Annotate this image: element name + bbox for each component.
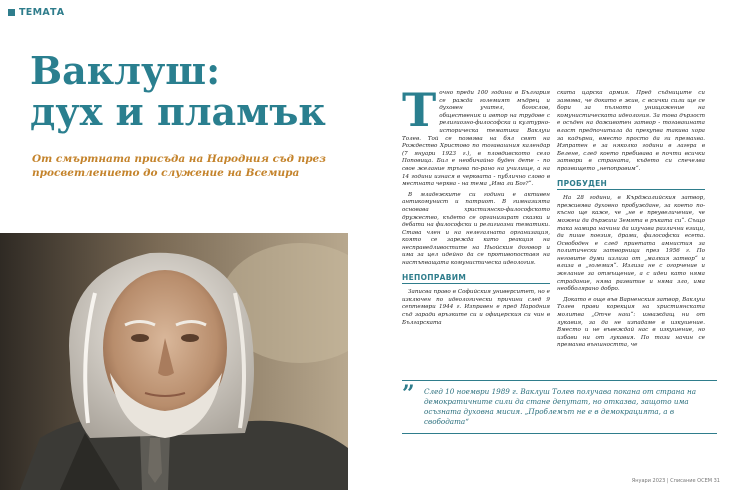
drop-cap: Т — [402, 83, 437, 137]
paragraph: Докато е още във Варненския затвор, Ваклуш Толев прави корекция на християнската молитва „Отче наш“: изваждащ ни от лукавия, за да не изпадаме в изкушение. Вместо и не въвеждай нас в изкушение, но избави ни от лукавия. По този начин се премахва външността, че — [557, 296, 705, 349]
paragraph: На 28 години, в Кърджалийския затвор, преживява духовно пробуждане, за което по-късно ще каже, че „не е преувеличение, че можеш да държиш Земята в ръката си“. Също така намира начини да изучава различни езици, да пише поезия, драми, философски есета. Освободен е след приетата амнистия за политически затворници през 1956 г. По неговите думи излиза от „малкия затвор“ и влиза в „големия“. Излиза не с огорчение и желание за отмъщение, а с идеи като няма страдание, няма развитие и няма зло, има необболярано добро. — [557, 195, 705, 293]
article-subtitle: От смъртната присъда на Народния съд през просветлението до служение на Всемира — [32, 153, 326, 179]
paragraph: ската царска армия. Пред съдниците си заявява, че докато е жив, с всички сили ще се бори за пълното унищожение на комунистическата идеология. За това дързост е осъден на доживотен затвор - тогавашната власт предпочитала да прекупва такива хора за кадърни, вместо просто да ги премахва. Изпратен е за няколко години в лагера в Белене, след което пребивава в почти всички затвори в страната, където си спечелва прозвището „непоправим“. — [557, 90, 705, 172]
body-column-1 — [402, 83, 550, 330]
subheading-nepopravim: НЕПОПРАВИМ — [402, 274, 550, 285]
section-square-icon — [8, 9, 15, 16]
page-footer: Януари 2023 | Списание ОСЕМ 31 — [631, 478, 720, 484]
pull-quote — [402, 380, 717, 434]
article-title: Ваклуш: дух и пламък — [30, 48, 326, 134]
paragraph: очно преди 100 години в България се ражда големият мъдрец и духовен учител, богослов, общественик и автор на трудове с религиозно-философска и културно-историческа тематика Ваклуш Толев. Той се появява на бял свят на Рождество Христово по тогавашния календар (7 януари 1923 г.), в пловдивското село Поповица. Бил е необичайно буден дете - по свое желание тръгва по-рано на училище, а на 14 години изнася в черквата - публично слово в местната черква - на тема „Има ли Бог?“. — [402, 90, 550, 188]
subheading-probuden: ПРОБУДЕН — [557, 180, 705, 191]
section-tag — [8, 7, 64, 18]
paragraph: В младежките си години е активен антикомунист и патриот. В гимназията основава християнско-философското дружество, където се организират сказки и дебати на философски и религиозни тематики. Става член и на нелегалната организация, която се зарежда като реакция на несправедливостите на Ньойския договор и има за цел идейно да се противопоставя на настъпващата комунистическа идеология. — [402, 191, 550, 267]
paragraph: Записва право в Софийския университет, но е изключен по идеологически причини след 9 септември 1944 г. Изправен е пред Народния съд заради връзките си и офицерския си чин в Българската — [402, 289, 550, 326]
body-column-2 — [557, 90, 705, 353]
portrait-photo — [0, 233, 348, 490]
quote-mark-icon: ” — [402, 381, 415, 407]
pull-quote-text: След 10 ноември 1989 г. Ваклуш Толев получава покана от страна на демократичните сили да стане депутат, но отказва, защото има осъзната духовна мисия. „Проблемът не е в демокрацията, а в свободата“ — [424, 387, 696, 426]
section-label: ТЕМАТА — [19, 7, 65, 18]
